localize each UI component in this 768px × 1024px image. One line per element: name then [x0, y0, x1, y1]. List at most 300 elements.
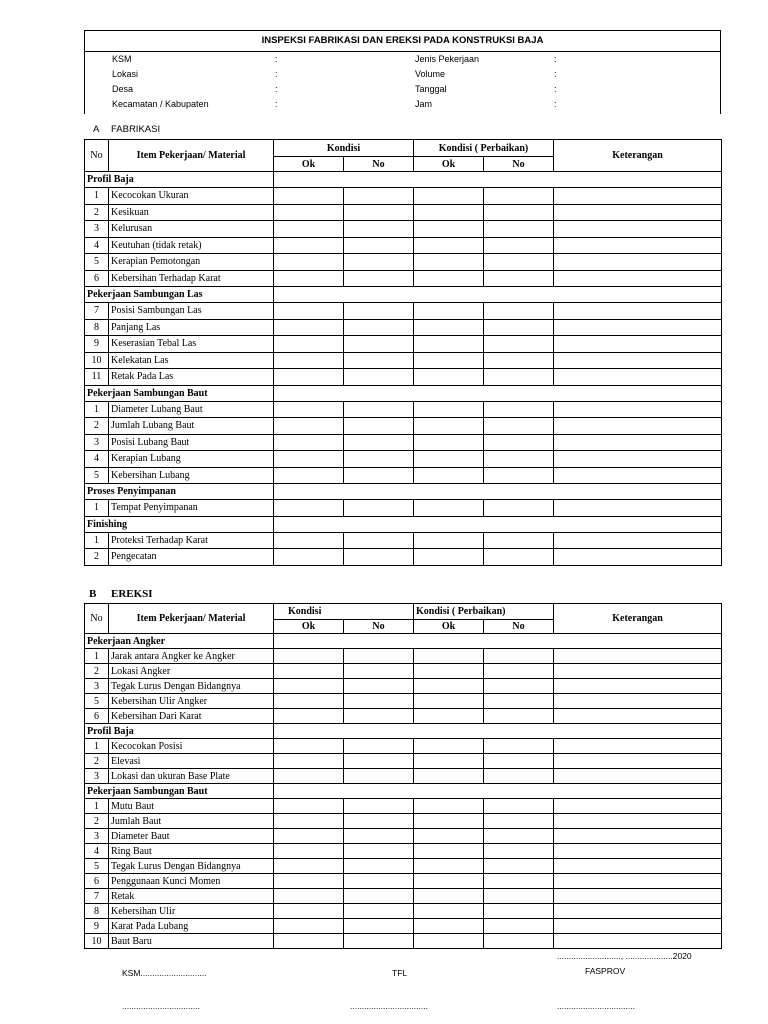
- row-item: Lokasi dan ukuran Base Plate: [109, 769, 274, 784]
- row-number: 5: [85, 254, 109, 271]
- cell-no[interactable]: [344, 303, 414, 320]
- row-number: 11: [85, 369, 109, 386]
- cell-keterangan[interactable]: [554, 204, 722, 221]
- category-spacer: [274, 634, 722, 649]
- cell-ok-perbaikan[interactable]: [414, 919, 484, 934]
- row-number: 5: [85, 467, 109, 484]
- table-row: [85, 874, 722, 889]
- cell-no[interactable]: [344, 451, 414, 468]
- row-number: 9: [85, 919, 109, 934]
- cell-no-perbaikan[interactable]: [484, 434, 554, 451]
- row-number: 2: [85, 754, 109, 769]
- category-spacer: [274, 724, 722, 739]
- cell-ok[interactable]: [274, 739, 344, 754]
- cell-ok[interactable]: [274, 418, 344, 435]
- cell-no[interactable]: [344, 799, 414, 814]
- cell-ok[interactable]: [274, 814, 344, 829]
- cell-ok-perbaikan[interactable]: [414, 434, 484, 451]
- tfl-signature-label: TFL: [392, 968, 408, 978]
- cell-keterangan[interactable]: [554, 829, 722, 844]
- cell-keterangan[interactable]: [554, 451, 722, 468]
- row-number: 5: [85, 859, 109, 874]
- header-no: No: [85, 604, 109, 634]
- cell-keterangan[interactable]: [554, 336, 722, 353]
- cell-no[interactable]: [344, 418, 414, 435]
- row-number: 4: [85, 451, 109, 468]
- cell-ok-perbaikan[interactable]: [414, 549, 484, 566]
- cell-no-perbaikan[interactable]: [484, 401, 554, 418]
- row-number: 1: [85, 500, 109, 517]
- table-row: [85, 549, 722, 566]
- row-item: Kelekatan Las: [109, 352, 274, 369]
- table-row: [85, 467, 722, 484]
- cell-no[interactable]: [344, 270, 414, 287]
- cell-no-perbaikan[interactable]: [484, 679, 554, 694]
- cell-no-perbaikan[interactable]: [484, 769, 554, 784]
- table-row: [85, 814, 722, 829]
- row-item: Tegak Lurus Dengan Bidangnya: [109, 679, 274, 694]
- cell-no[interactable]: [344, 467, 414, 484]
- cell-no[interactable]: [344, 769, 414, 784]
- cell-ok-perbaikan[interactable]: [414, 739, 484, 754]
- cell-keterangan[interactable]: [554, 919, 722, 934]
- row-item: Kebersihan Ulir: [109, 904, 274, 919]
- category-label: Profil Baja: [85, 172, 274, 188]
- table-row: [85, 500, 722, 517]
- cell-ok[interactable]: [274, 369, 344, 386]
- table-row: [85, 889, 722, 904]
- cell-no-perbaikan[interactable]: [484, 303, 554, 320]
- cell-no-perbaikan[interactable]: [484, 237, 554, 254]
- cell-ok-perbaikan[interactable]: [414, 859, 484, 874]
- row-item: Ring Baut: [109, 844, 274, 859]
- cell-ok-perbaikan[interactable]: [414, 769, 484, 784]
- row-item: Karat Pada Lubang: [109, 919, 274, 934]
- cell-no[interactable]: [344, 739, 414, 754]
- row-number: 1: [85, 649, 109, 664]
- cell-no[interactable]: [344, 237, 414, 254]
- cell-ok[interactable]: [274, 649, 344, 664]
- fabrikasi-table: [84, 139, 722, 566]
- row-item: Posisi Lubang Baut: [109, 434, 274, 451]
- cell-no[interactable]: [344, 814, 414, 829]
- cell-ok-perbaikan[interactable]: [414, 874, 484, 889]
- cell-keterangan[interactable]: [554, 532, 722, 549]
- info-row: [85, 82, 720, 97]
- cell-ok[interactable]: [274, 434, 344, 451]
- cell-no[interactable]: [344, 532, 414, 549]
- cell-no-perbaikan[interactable]: [484, 889, 554, 904]
- cell-keterangan[interactable]: [554, 352, 722, 369]
- row-item: Elevasi: [109, 754, 274, 769]
- cell-no[interactable]: [344, 649, 414, 664]
- row-number: 7: [85, 889, 109, 904]
- cell-no-perbaikan[interactable]: [484, 500, 554, 517]
- cell-keterangan[interactable]: [554, 859, 722, 874]
- cell-ok-perbaikan[interactable]: [414, 679, 484, 694]
- cell-keterangan[interactable]: [554, 754, 722, 769]
- cell-ok-perbaikan[interactable]: [414, 451, 484, 468]
- cell-keterangan[interactable]: [554, 221, 722, 238]
- table-row: [85, 254, 722, 271]
- table-row: [85, 204, 722, 221]
- info-label-desa: Desa: [112, 84, 134, 94]
- info-label-tanggal: Tanggal: [415, 84, 447, 94]
- cell-ok[interactable]: [274, 904, 344, 919]
- cell-keterangan[interactable]: [554, 270, 722, 287]
- cell-keterangan[interactable]: [554, 467, 722, 484]
- row-number: 1: [85, 188, 109, 205]
- cell-no[interactable]: [344, 844, 414, 859]
- cell-ok[interactable]: [274, 754, 344, 769]
- cell-no[interactable]: [344, 904, 414, 919]
- table-row: [85, 237, 722, 254]
- cell-no[interactable]: [344, 859, 414, 874]
- cell-no-perbaikan[interactable]: [484, 664, 554, 679]
- row-item: Jumlah Baut: [109, 814, 274, 829]
- table-row: [85, 352, 722, 369]
- cell-no[interactable]: [344, 829, 414, 844]
- cell-ok-perbaikan[interactable]: [414, 934, 484, 949]
- cell-keterangan[interactable]: [554, 769, 722, 784]
- header-kondisi: Kondisi: [274, 140, 414, 157]
- cell-no[interactable]: [344, 549, 414, 566]
- cell-no[interactable]: [344, 694, 414, 709]
- cell-keterangan[interactable]: [554, 188, 722, 205]
- cell-ok[interactable]: [274, 679, 344, 694]
- cell-ok[interactable]: [274, 336, 344, 353]
- cell-ok[interactable]: [274, 874, 344, 889]
- info-block: [84, 52, 721, 114]
- info-row: [85, 67, 720, 82]
- row-number: 7: [85, 303, 109, 320]
- cell-no-perbaikan[interactable]: [484, 352, 554, 369]
- cell-no[interactable]: [344, 319, 414, 336]
- cell-keterangan[interactable]: [554, 844, 722, 859]
- cell-ok-perbaikan[interactable]: [414, 829, 484, 844]
- cell-ok[interactable]: [274, 467, 344, 484]
- cell-no[interactable]: [344, 188, 414, 205]
- table-row: [85, 532, 722, 549]
- cell-ok-perbaikan[interactable]: [414, 204, 484, 221]
- cell-no-perbaikan[interactable]: [484, 549, 554, 566]
- cell-ok-perbaikan[interactable]: [414, 844, 484, 859]
- info-row: [85, 52, 720, 67]
- cell-no-perbaikan[interactable]: [484, 829, 554, 844]
- cell-no[interactable]: [344, 254, 414, 271]
- table-row: [85, 844, 722, 859]
- row-number: 3: [85, 221, 109, 238]
- cell-no-perbaikan[interactable]: [484, 188, 554, 205]
- cell-keterangan[interactable]: [554, 549, 722, 566]
- cell-keterangan[interactable]: [554, 679, 722, 694]
- category-row: [85, 172, 722, 188]
- table-row: [85, 709, 722, 724]
- cell-ok-perbaikan[interactable]: [414, 532, 484, 549]
- cell-ok-perbaikan[interactable]: [414, 709, 484, 724]
- cell-ok-perbaikan[interactable]: [414, 889, 484, 904]
- category-label: Pekerjaan Sambungan Baut: [85, 385, 274, 401]
- row-number: 3: [85, 679, 109, 694]
- cell-no-perbaikan[interactable]: [484, 904, 554, 919]
- cell-ok[interactable]: [274, 549, 344, 566]
- cell-ok[interactable]: [274, 799, 344, 814]
- row-item: Jumlah Lubang Baut: [109, 418, 274, 435]
- cell-no-perbaikan[interactable]: [484, 270, 554, 287]
- row-number: 10: [85, 934, 109, 949]
- cell-ok[interactable]: [274, 532, 344, 549]
- cell-ok-perbaikan[interactable]: [414, 319, 484, 336]
- cell-no-perbaikan[interactable]: [484, 919, 554, 934]
- row-number: 8: [85, 904, 109, 919]
- cell-ok[interactable]: [274, 829, 344, 844]
- cell-no-perbaikan[interactable]: [484, 418, 554, 435]
- row-item: Keutuhan (tidak retak): [109, 237, 274, 254]
- table-row: [85, 649, 722, 664]
- cell-ok[interactable]: [274, 769, 344, 784]
- cell-no-perbaikan[interactable]: [484, 694, 554, 709]
- category-spacer: [274, 172, 722, 188]
- cell-no-perbaikan[interactable]: [484, 221, 554, 238]
- cell-no-perbaikan[interactable]: [484, 319, 554, 336]
- cell-keterangan[interactable]: [554, 904, 722, 919]
- cell-ok-perbaikan[interactable]: [414, 500, 484, 517]
- row-number: 4: [85, 237, 109, 254]
- info-row: [85, 97, 720, 112]
- cell-keterangan[interactable]: [554, 799, 722, 814]
- cell-keterangan[interactable]: [554, 934, 722, 949]
- row-item: Panjang Las: [109, 319, 274, 336]
- cell-no[interactable]: [344, 874, 414, 889]
- cell-ok[interactable]: [274, 221, 344, 238]
- cell-keterangan[interactable]: [554, 694, 722, 709]
- cell-no[interactable]: [344, 221, 414, 238]
- section-b-letter: B: [89, 588, 97, 600]
- cell-no-perbaikan[interactable]: [484, 934, 554, 949]
- cell-keterangan[interactable]: [554, 814, 722, 829]
- cell-no[interactable]: [344, 754, 414, 769]
- cell-ok[interactable]: [274, 270, 344, 287]
- cell-no-perbaikan[interactable]: [484, 739, 554, 754]
- table-row: [85, 221, 722, 238]
- info-colon: :: [554, 69, 557, 79]
- cell-ok[interactable]: [274, 188, 344, 205]
- category-label: Profil Baja: [85, 724, 274, 739]
- category-label: Pekerjaan Sambungan Las: [85, 287, 274, 303]
- cell-keterangan[interactable]: [554, 237, 722, 254]
- cell-keterangan[interactable]: [554, 664, 722, 679]
- cell-no[interactable]: [344, 679, 414, 694]
- cell-no-perbaikan[interactable]: [484, 754, 554, 769]
- cell-ok[interactable]: [274, 919, 344, 934]
- table-row: [85, 754, 722, 769]
- cell-no[interactable]: [344, 934, 414, 949]
- cell-ok-perbaikan[interactable]: [414, 369, 484, 386]
- table-row: [85, 739, 722, 754]
- info-colon: :: [554, 54, 557, 64]
- row-item: Kerapian Pemotongan: [109, 254, 274, 271]
- row-item: Kecocokan Ukuran: [109, 188, 274, 205]
- table-row: [85, 188, 722, 205]
- cell-ok-perbaikan[interactable]: [414, 352, 484, 369]
- cell-ok[interactable]: [274, 934, 344, 949]
- cell-keterangan[interactable]: [554, 418, 722, 435]
- cell-ok[interactable]: [274, 319, 344, 336]
- cell-keterangan[interactable]: [554, 303, 722, 320]
- row-number: 5: [85, 694, 109, 709]
- header-kondisi: Kondisi: [274, 604, 414, 620]
- cell-ok-perbaikan[interactable]: [414, 418, 484, 435]
- cell-ok[interactable]: [274, 709, 344, 724]
- cell-no[interactable]: [344, 434, 414, 451]
- table-row: [85, 303, 722, 320]
- info-label-ksm: KSM: [112, 54, 132, 64]
- cell-ok-perbaikan[interactable]: [414, 904, 484, 919]
- cell-ok[interactable]: [274, 303, 344, 320]
- header-ok: Ok: [414, 620, 484, 634]
- header-no: No: [85, 140, 109, 172]
- cell-ok-perbaikan[interactable]: [414, 814, 484, 829]
- section-b-title: EREKSI: [111, 588, 153, 600]
- table-row: [85, 934, 722, 949]
- cell-ok[interactable]: [274, 254, 344, 271]
- cell-keterangan[interactable]: [554, 401, 722, 418]
- cell-no[interactable]: [344, 500, 414, 517]
- cell-ok-perbaikan[interactable]: [414, 237, 484, 254]
- cell-keterangan[interactable]: [554, 709, 722, 724]
- cell-keterangan[interactable]: [554, 254, 722, 271]
- row-item: Kecocokan Posisi: [109, 739, 274, 754]
- cell-keterangan[interactable]: [554, 739, 722, 754]
- cell-no-perbaikan[interactable]: [484, 451, 554, 468]
- cell-no[interactable]: [344, 352, 414, 369]
- cell-no-perbaikan[interactable]: [484, 799, 554, 814]
- table-row: [85, 369, 722, 386]
- cell-keterangan[interactable]: [554, 434, 722, 451]
- table-row: [85, 664, 722, 679]
- row-item: Kebersihan Terhadap Karat: [109, 270, 274, 287]
- header-no-col: No: [484, 620, 554, 634]
- info-colon: :: [275, 69, 278, 79]
- table-row: [85, 919, 722, 934]
- row-item: Kebersihan Lubang: [109, 467, 274, 484]
- cell-keterangan[interactable]: [554, 319, 722, 336]
- cell-no-perbaikan[interactable]: [484, 709, 554, 724]
- header-kondisi-perbaikan: Kondisi ( Perbaikan): [414, 604, 554, 620]
- category-row: [85, 385, 722, 401]
- cell-ok-perbaikan[interactable]: [414, 188, 484, 205]
- table-row: [85, 336, 722, 353]
- cell-no-perbaikan[interactable]: [484, 649, 554, 664]
- cell-ok[interactable]: [274, 889, 344, 904]
- info-colon: :: [275, 84, 278, 94]
- info-label-jenis-pekerjaan: Jenis Pekerjaan: [415, 54, 480, 64]
- cell-no-perbaikan[interactable]: [484, 532, 554, 549]
- info-label-jam: Jam: [415, 99, 433, 109]
- section-a-title: FABRIKASI: [111, 124, 161, 135]
- cell-ok[interactable]: [274, 694, 344, 709]
- cell-keterangan[interactable]: [554, 889, 722, 904]
- cell-ok-perbaikan[interactable]: [414, 401, 484, 418]
- cell-no-perbaikan[interactable]: [484, 814, 554, 829]
- category-spacer: [274, 287, 722, 303]
- cell-no[interactable]: [344, 336, 414, 353]
- row-item: Kebersihan Dari Karat: [109, 709, 274, 724]
- ksm-signature-label: KSM............................: [122, 968, 207, 978]
- info-label-lokasi: Lokasi: [112, 69, 139, 79]
- cell-no[interactable]: [344, 204, 414, 221]
- category-row: [85, 634, 722, 649]
- cell-ok-perbaikan[interactable]: [414, 664, 484, 679]
- cell-no-perbaikan[interactable]: [484, 336, 554, 353]
- row-number: 2: [85, 204, 109, 221]
- cell-ok-perbaikan[interactable]: [414, 336, 484, 353]
- cell-ok[interactable]: [274, 401, 344, 418]
- header-ok: Ok: [274, 620, 344, 634]
- cell-ok-perbaikan[interactable]: [414, 649, 484, 664]
- header-item: Item Pekerjaan/ Material: [109, 604, 274, 634]
- row-number: 1: [85, 401, 109, 418]
- cell-keterangan[interactable]: [554, 649, 722, 664]
- cell-ok[interactable]: [274, 237, 344, 254]
- cell-no-perbaikan[interactable]: [484, 874, 554, 889]
- cell-no[interactable]: [344, 401, 414, 418]
- cell-keterangan[interactable]: [554, 500, 722, 517]
- cell-ok-perbaikan[interactable]: [414, 799, 484, 814]
- cell-no-perbaikan[interactable]: [484, 859, 554, 874]
- row-number: 8: [85, 319, 109, 336]
- cell-no[interactable]: [344, 709, 414, 724]
- cell-ok-perbaikan[interactable]: [414, 254, 484, 271]
- cell-no-perbaikan[interactable]: [484, 844, 554, 859]
- cell-ok[interactable]: [274, 352, 344, 369]
- cell-no-perbaikan[interactable]: [484, 204, 554, 221]
- cell-ok[interactable]: [274, 451, 344, 468]
- cell-ok[interactable]: [274, 844, 344, 859]
- category-row: [85, 516, 722, 532]
- cell-ok-perbaikan[interactable]: [414, 303, 484, 320]
- header-no-col: No: [344, 620, 414, 634]
- cell-keterangan[interactable]: [554, 369, 722, 386]
- cell-ok[interactable]: [274, 664, 344, 679]
- cell-ok-perbaikan[interactable]: [414, 754, 484, 769]
- table-row: [85, 401, 722, 418]
- cell-no-perbaikan[interactable]: [484, 369, 554, 386]
- cell-ok-perbaikan[interactable]: [414, 694, 484, 709]
- row-item: Kebersihan Ulir Angker: [109, 694, 274, 709]
- row-item: Retak: [109, 889, 274, 904]
- cell-keterangan[interactable]: [554, 874, 722, 889]
- category-label: Pekerjaan Angker: [85, 634, 274, 649]
- cell-no[interactable]: [344, 889, 414, 904]
- cell-no[interactable]: [344, 919, 414, 934]
- header-keterangan: Keterangan: [554, 604, 722, 634]
- cell-no-perbaikan[interactable]: [484, 254, 554, 271]
- cell-ok[interactable]: [274, 500, 344, 517]
- info-label-kecamatan: Kecamatan / Kabupaten: [112, 99, 209, 109]
- cell-ok-perbaikan[interactable]: [414, 221, 484, 238]
- cell-ok[interactable]: [274, 204, 344, 221]
- cell-no-perbaikan[interactable]: [484, 467, 554, 484]
- row-item: Baut Baru: [109, 934, 274, 949]
- cell-ok-perbaikan[interactable]: [414, 270, 484, 287]
- cell-no[interactable]: [344, 369, 414, 386]
- cell-ok[interactable]: [274, 859, 344, 874]
- row-item: Kesikuan: [109, 204, 274, 221]
- category-spacer: [274, 516, 722, 532]
- cell-no[interactable]: [344, 664, 414, 679]
- cell-ok-perbaikan[interactable]: [414, 467, 484, 484]
